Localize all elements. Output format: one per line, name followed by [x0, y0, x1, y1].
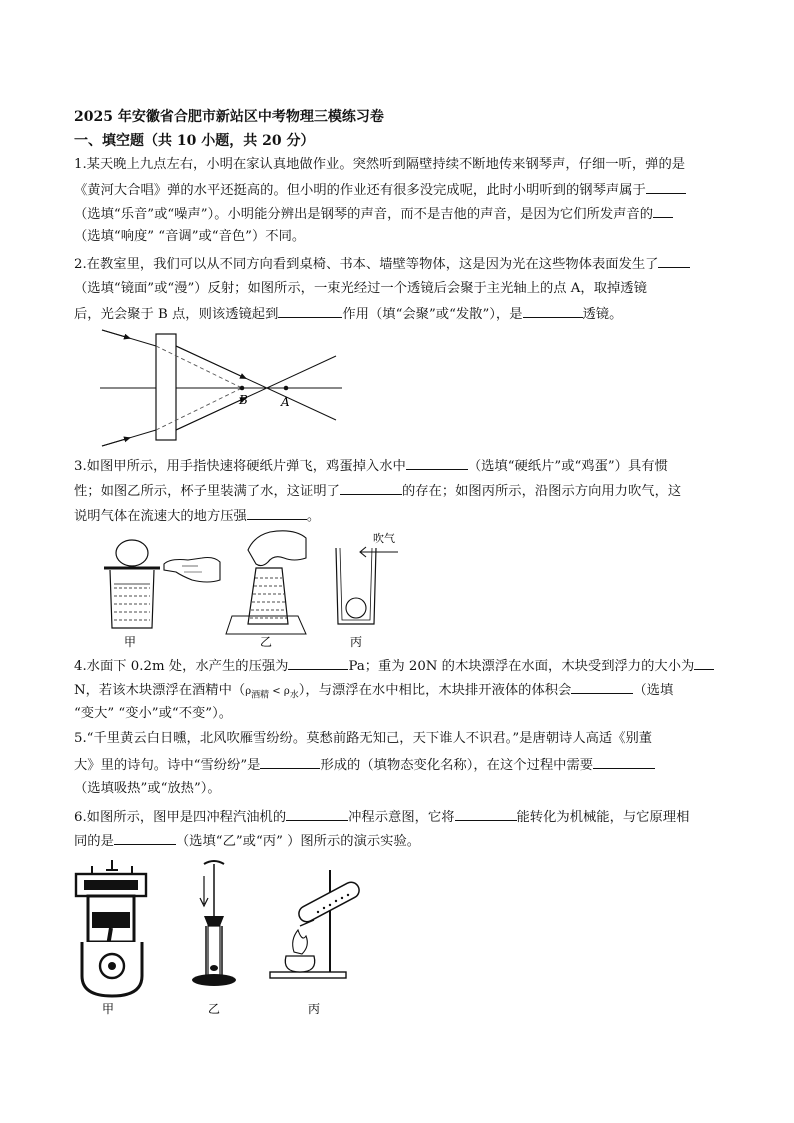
q5-text-2a: 大》里的诗句。诗中“雪纷纷”是: [74, 758, 261, 773]
stand-base: [270, 972, 346, 978]
q6-text-1c: 能转化为机械能，与它原理相: [516, 810, 690, 825]
q5-text-1: 5.“千里黄云白日曛，北风吹雁雪纷纷。莫愁前路无知己，天下谁人不识君。”是唐朝诗人高适《别董: [74, 731, 653, 746]
q3-text-2a: 性；如图乙所示，杯子里装满了水，这证明了: [74, 484, 340, 499]
q3-text-1b: （选填“硬纸片”或“鸡蛋”）具有惯: [467, 459, 668, 474]
q6-text-2a: 同的是: [74, 834, 114, 849]
q1-blank-1[interactable]: [646, 178, 686, 194]
down-arrow: [200, 876, 208, 906]
q6-blank-2[interactable]: [455, 805, 517, 821]
refracted-ray-top-arrow: [176, 346, 246, 378]
q5-text-2b: 形成的（填物态变化名称），在这个过程中需要: [320, 758, 594, 773]
q6-line2: [74, 829, 420, 853]
syringe-base: [192, 974, 236, 986]
q5-blank-1[interactable]: [260, 753, 320, 769]
q1-line3: [74, 202, 673, 226]
q3-text-1a: 3.如图甲所示，用手指快速将硬纸片弹飞，鸡蛋掉入水中: [74, 459, 406, 474]
q1-blank-2[interactable]: [653, 202, 673, 218]
q2-text-3b: 作用（填“会聚”或“发散”），是: [342, 307, 523, 322]
label-yi-6: 乙: [208, 1002, 221, 1016]
q4-text-2b: ），与漂浮在水中相比，木块排开液体的体积会: [298, 683, 572, 698]
q2-blank-2[interactable]: [278, 302, 342, 318]
section-heading: 一、填空题（共 10 小题，共 20 分）: [74, 133, 315, 149]
engine-figures: [70, 856, 370, 1016]
q2-line3: [74, 302, 622, 326]
hand-yi: [248, 531, 306, 566]
q2-text-2: （选填“镜面”或“漫”）反射；如图所示，一束光经过一个透镜后会聚于主光轴上的点 A，取掉透镜: [74, 281, 647, 296]
q3-text-2b: 的存在；如图丙所示，沿图示方向用力吹气，这: [401, 484, 682, 499]
q6-blank-3[interactable]: [114, 829, 176, 845]
egg: [116, 540, 148, 566]
flame: [293, 930, 308, 954]
q3-line3: [74, 504, 320, 528]
q1-text-2: 《黄河大合唱》弹的水平还挺高的。但小明的作业还有很多没完成呢，此时小明听到的钢琴声属于: [74, 183, 646, 198]
hand-finger: [164, 558, 220, 583]
glass-cup: [110, 570, 154, 628]
point-b: [240, 386, 245, 391]
label-a: A: [281, 395, 290, 409]
rho-water-sub: 水: [289, 690, 299, 701]
q3-text-3a: 说明气体在流速大的地方压强: [74, 509, 247, 524]
q4-text-2c: （选填: [633, 683, 674, 698]
label-jia: 甲: [124, 635, 137, 649]
q6-text-2b: （选填“乙”或“丙” ）图所示的演示实验。: [175, 834, 421, 849]
q1-text-1: 1.某天晚上九点左右，小明在家认真地做作业。突然听到隔壁持续不断地传来钢琴声，仔细一听，弹的是: [74, 157, 686, 172]
q5-line3: [74, 778, 221, 800]
point-a: [284, 386, 289, 391]
label-b: B: [239, 393, 248, 407]
q6-line1: [74, 805, 689, 829]
blow-label: 吹气: [373, 532, 395, 545]
lens-block: [156, 334, 176, 440]
refracted-ray-bottom-arrow: [176, 398, 246, 430]
q6-text-1a: 6.如图所示，图甲是四冲程汽油机的: [74, 810, 287, 825]
q3-blank-1[interactable]: [406, 454, 468, 470]
q1-text-3: （选填“乐音”或“噪声”）。小明能分辨出是钢琴的声音，而不是吉他的声音，是因为它们所发声音的: [74, 207, 654, 222]
q4-text-2a: N，若该木块漂浮在酒精中（: [74, 683, 246, 698]
q6-blank-1[interactable]: [286, 805, 348, 821]
q2-blank-3[interactable]: [523, 302, 583, 318]
q2-line1: [74, 252, 690, 276]
q4-text-1a: 4.水面下 0.2m 处，水产生的压强为: [74, 659, 289, 674]
q3-line2: [74, 479, 681, 503]
figure-jia: [104, 540, 220, 649]
label-bing-6: 丙: [308, 1002, 321, 1016]
alcohol-lamp: [285, 956, 314, 972]
q2-blank-1[interactable]: [658, 252, 690, 268]
q4-text-1b: Pa；重为 20N 的木块漂浮在水面，木块受到浮力的大小为: [348, 659, 695, 674]
q4-blank-3[interactable]: [571, 678, 633, 694]
incident-ray-top-arrow: [102, 330, 130, 338]
incident-ray-bottom-arrow: [102, 438, 130, 446]
q4-text-3: “变大” “变小”或“不变”）。: [74, 706, 233, 721]
q4-line1: [74, 654, 714, 678]
q6-text-1b: 冲程示意图，它将: [348, 810, 455, 825]
figure-yi: [226, 531, 306, 649]
rho-water: ρ: [283, 686, 290, 697]
label-jia-6: 甲: [102, 1002, 115, 1016]
lens-ray-diagram: [96, 326, 346, 448]
q4-blank-1[interactable]: [288, 654, 348, 670]
label-bing: 丙: [350, 635, 363, 649]
q1-line2: [74, 178, 686, 202]
q1-line4: [74, 226, 305, 248]
figure-bing: [336, 531, 398, 649]
exam-title: 2025 年安徽省合肥市新站区中考物理三模练习卷: [74, 109, 384, 125]
q2-text-3a: 后，光会聚于 B 点，则该透镜起到: [74, 307, 279, 322]
q3-line1: [74, 454, 668, 478]
q5-line2: [74, 753, 655, 777]
figure-test-tube: [270, 870, 362, 1016]
rho-alcohol-sub: 酒精: [251, 690, 270, 701]
blow-arrow: [360, 547, 398, 557]
q1-text-4: （选填“响度” “音调”或“音色”）不同。: [74, 229, 306, 244]
figure-engine: [76, 860, 146, 1016]
inertia-pressure-figures: [98, 528, 418, 650]
q3-blank-2[interactable]: [340, 479, 402, 495]
label-yi: 乙: [260, 635, 273, 649]
q4-blank-2[interactable]: [694, 654, 714, 670]
q5-blank-2[interactable]: [593, 753, 655, 769]
q3-blank-3[interactable]: [247, 504, 307, 520]
ping-pong-ball: [346, 598, 366, 618]
less-than: <: [269, 686, 284, 697]
q5-line1: [74, 728, 652, 750]
q5-text-3: （选填吸热”或“放热”）。: [74, 781, 221, 796]
q3-text-3b: 。: [306, 509, 321, 524]
rho-alcohol: ρ: [245, 686, 252, 697]
q2-text-1: 2.在教室里，我们可以从不同方向看到桌椅、书本、墙壁等物体，这是因为光在这些物体表面发生了: [74, 257, 659, 272]
q2-line2: [74, 278, 647, 300]
piston: [92, 912, 130, 928]
q2-text-3c: 透镜。: [582, 307, 623, 322]
figure-syringe: [192, 861, 236, 1016]
q4-line3: [74, 703, 232, 725]
q1-line1: [74, 154, 685, 176]
